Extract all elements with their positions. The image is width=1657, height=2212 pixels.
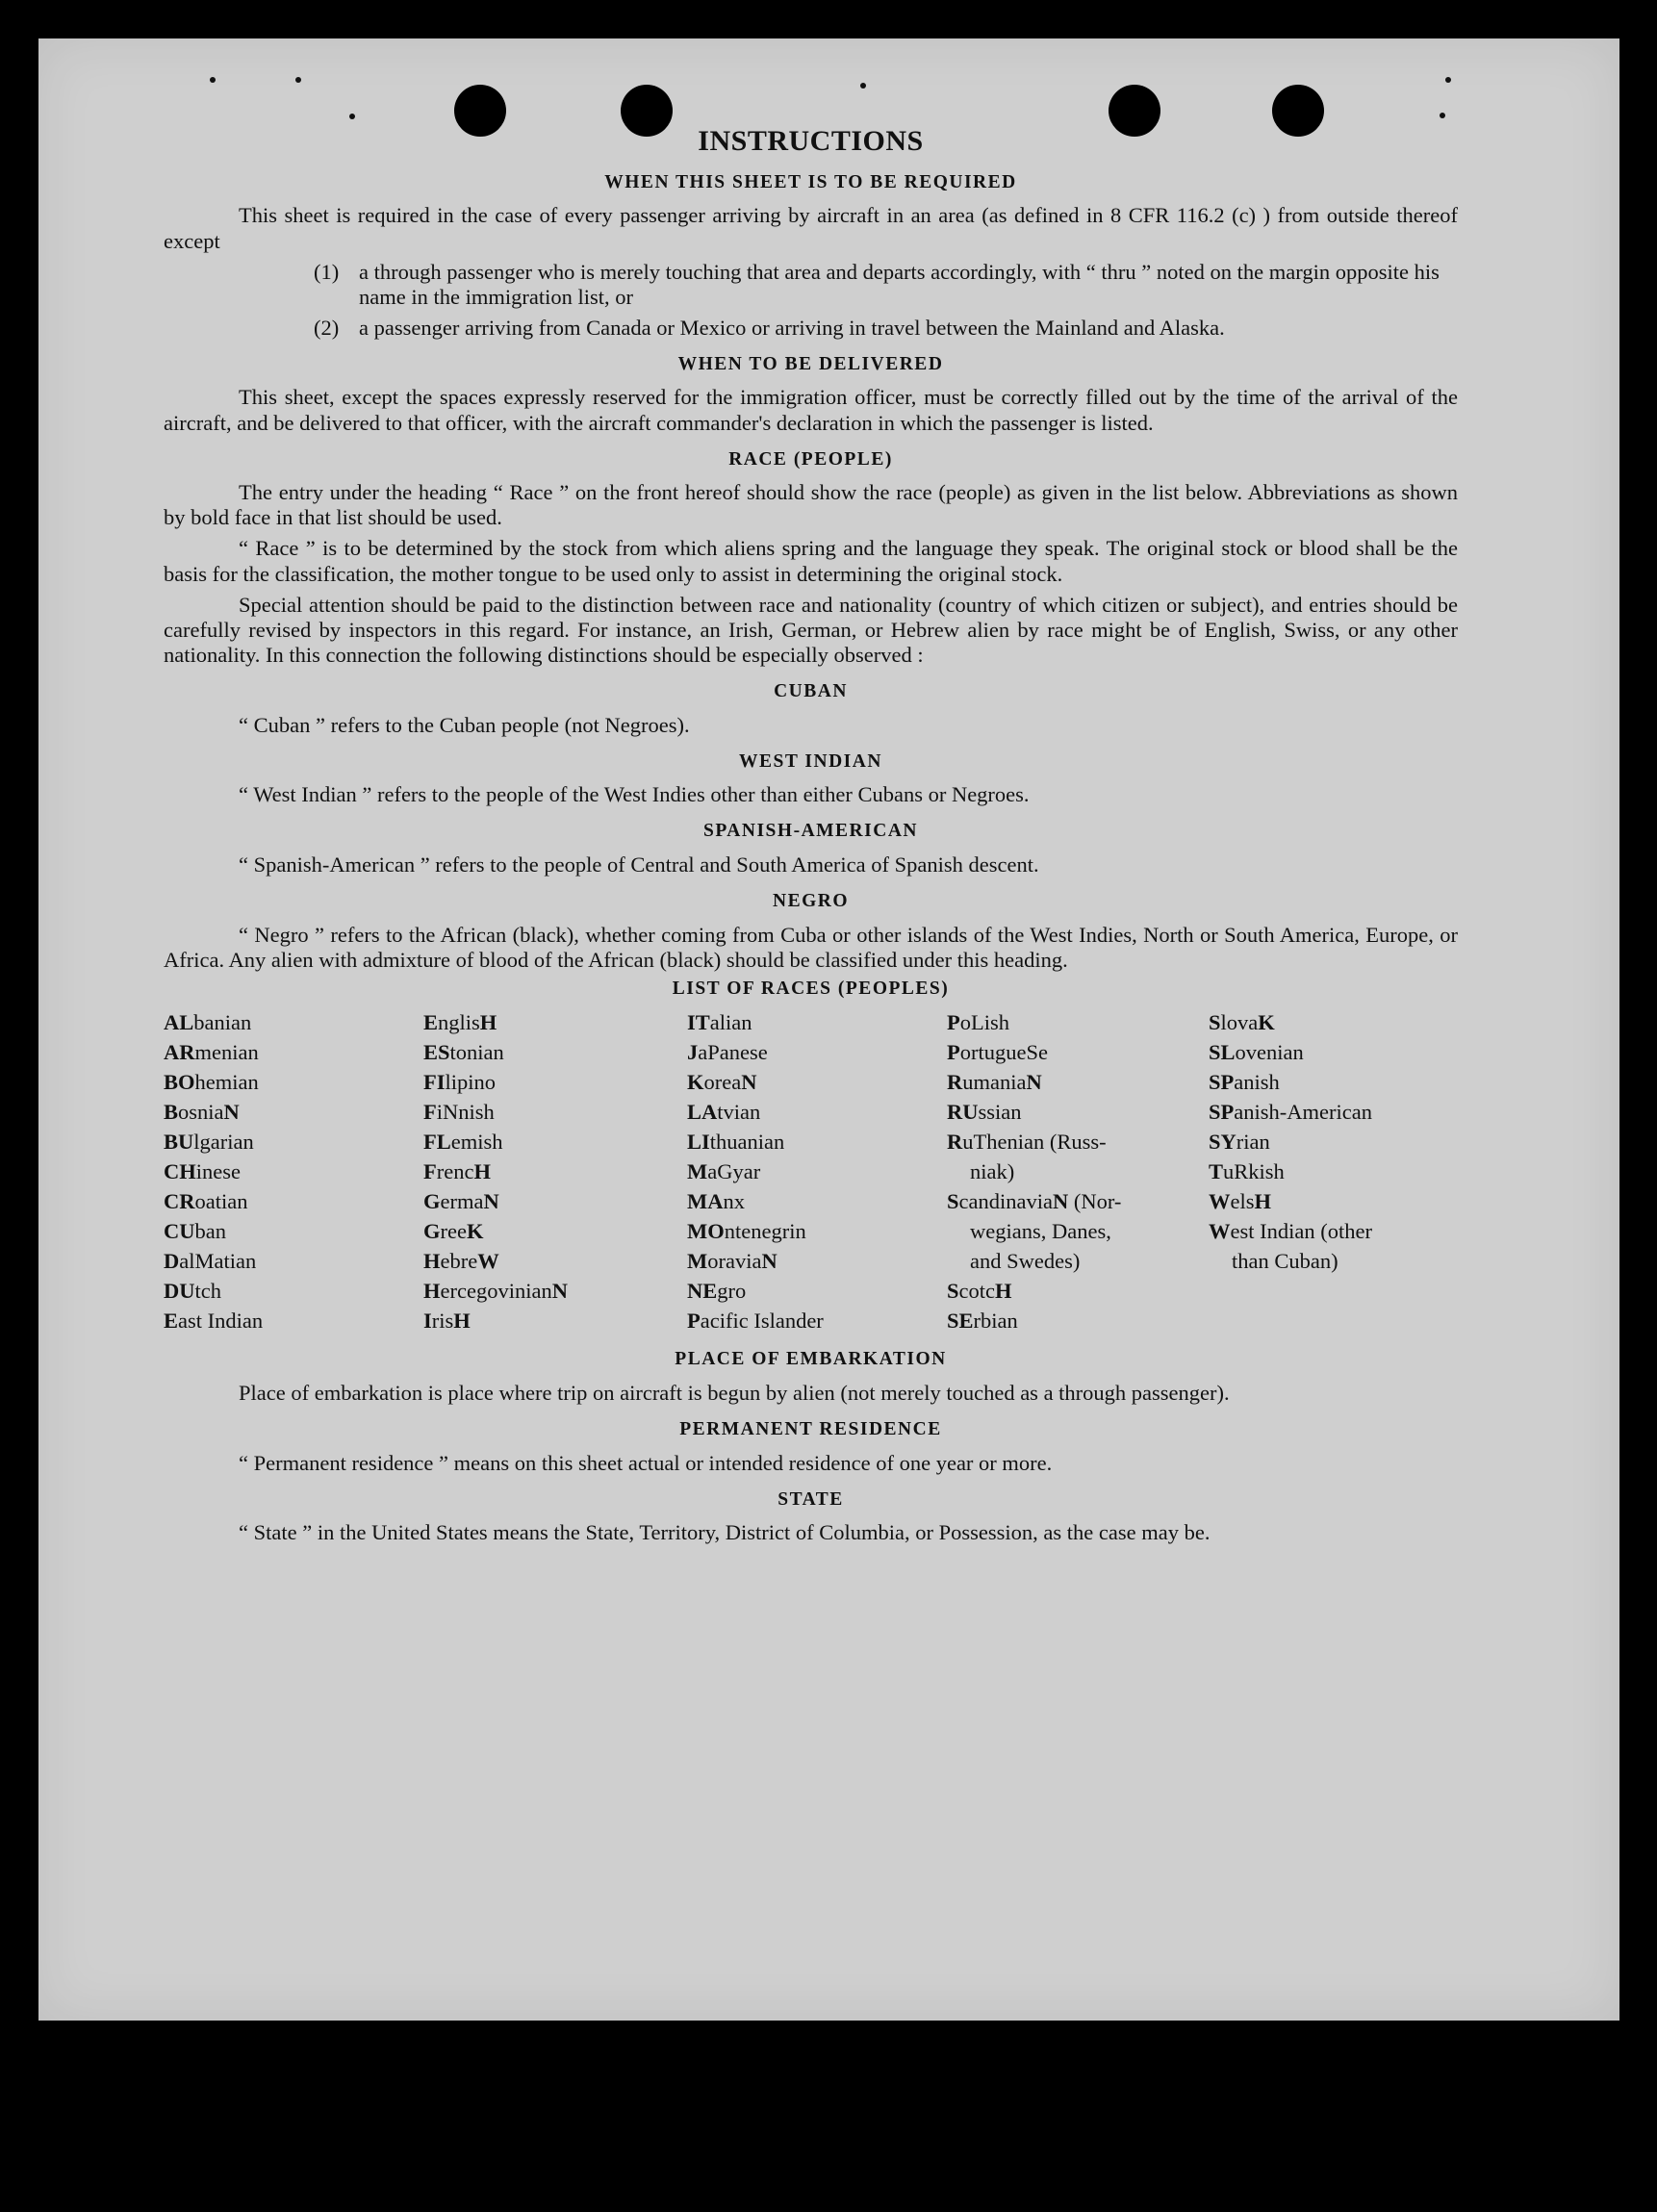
race-item: PoLish bbox=[947, 1010, 1010, 1035]
race-list bbox=[164, 1007, 1458, 1335]
race-item: NEgro bbox=[687, 1279, 747, 1304]
race-item: ITalian bbox=[687, 1010, 752, 1035]
race-item: MoraviaN bbox=[687, 1249, 778, 1274]
race-item: DUtch bbox=[164, 1279, 221, 1304]
race-item: FLemish bbox=[423, 1130, 503, 1155]
race-item: GermaN bbox=[423, 1189, 499, 1214]
race-item: RuThenian (Russ- bbox=[947, 1130, 1107, 1155]
race-item-continuation: and Swedes) bbox=[970, 1249, 1081, 1274]
section-heading-state: STATE bbox=[778, 1488, 844, 1510]
race-item: HercegovinianN bbox=[423, 1279, 568, 1304]
race-item: WelsH bbox=[1209, 1189, 1272, 1214]
race-item: FiNnish bbox=[423, 1100, 495, 1125]
race-item: PortugueSe bbox=[947, 1040, 1048, 1065]
instructions-content bbox=[164, 125, 1458, 1552]
delivered-text: This sheet, except the spaces expressly reserved for the immigration officer, must be correctly filled out by the time of the arrival of the aircraft, and be delivered to that officer, with the aircraft commander's declaration in which the passenger is listed. bbox=[164, 385, 1458, 435]
race-item: BOhemian bbox=[164, 1070, 259, 1095]
race-item: East Indian bbox=[164, 1309, 264, 1334]
section-heading-negro: NEGRO bbox=[772, 891, 849, 912]
speck bbox=[210, 77, 216, 83]
race-item: SErbian bbox=[947, 1309, 1018, 1334]
section-heading-embarkation: PLACE OF EMBARKATION bbox=[675, 1349, 947, 1370]
west-indian-text: “ West Indian ” refers to the people of the West Indies other than either Cubans or Negroes. bbox=[239, 782, 1030, 807]
item-text: a passenger arriving from Canada or Mexico or arriving in travel between the Mainland and Alaska. bbox=[359, 315, 1225, 340]
required-intro: This sheet is required in the case of every passenger arriving by aircraft in an area (as defined in 8 CFR 116.2 (c) ) from outside thereof except bbox=[164, 203, 1458, 253]
exception-item-1 bbox=[314, 260, 1458, 310]
race-item: SPanish-American bbox=[1209, 1100, 1372, 1125]
race-item: SYrian bbox=[1209, 1130, 1270, 1155]
race-item: CRoatian bbox=[164, 1189, 248, 1214]
exception-item-2 bbox=[314, 316, 1458, 341]
race-item-continuation: niak) bbox=[970, 1159, 1015, 1184]
speck bbox=[1440, 113, 1445, 118]
race-item: DalMatian bbox=[164, 1249, 257, 1274]
speck bbox=[349, 114, 355, 119]
race-item: IrisH bbox=[423, 1309, 471, 1334]
race-item: TuRkish bbox=[1209, 1159, 1285, 1184]
race-column-2 bbox=[423, 1007, 687, 1335]
section-heading-spanish-american: SPANISH-AMERICAN bbox=[703, 821, 918, 842]
section-heading-race: RACE (PEOPLE) bbox=[728, 448, 893, 470]
race-item: GreeK bbox=[423, 1219, 484, 1244]
race-item: CHinese bbox=[164, 1159, 241, 1184]
spanish-american-text: “ Spanish-American ” refers to the people of Central and South America of Spanish descent. bbox=[239, 852, 1039, 877]
race-column-5 bbox=[1209, 1007, 1458, 1335]
item-text: a through passenger who is merely touching that area and departs accordingly, with “ thru ” noted on the margin opposite his name in the immigration list, or bbox=[359, 259, 1440, 309]
cuban-text: “ Cuban ” refers to the Cuban people (not Negroes). bbox=[239, 712, 690, 737]
page-title: INSTRUCTIONS bbox=[698, 125, 924, 157]
speck bbox=[295, 77, 301, 83]
item-number: (1) bbox=[314, 259, 340, 284]
race-item: ScotcH bbox=[947, 1279, 1012, 1304]
race-item: KoreaN bbox=[687, 1070, 757, 1095]
embarkation-text: Place of embarkation is place where trip on aircraft is begun by alien (not merely touched as a through passenger). bbox=[239, 1381, 1230, 1406]
speck bbox=[860, 83, 866, 89]
race-item: SLovenian bbox=[1209, 1040, 1304, 1065]
race-item: HebreW bbox=[423, 1249, 499, 1274]
state-text: “ State ” in the United States means the State, Territory, District of Columbia, or Possession, as the case may be. bbox=[239, 1520, 1211, 1545]
race-item: BUlgarian bbox=[164, 1130, 254, 1155]
race-paragraph-1: The entry under the heading “ Race ” on the front hereof should show the race (people) as given in the list below. Abbreviations as shown by bold face in that list should be used. bbox=[164, 480, 1458, 530]
race-item: BosniaN bbox=[164, 1100, 240, 1125]
race-paragraph-2: “ Race ” is to be determined by the stock from which aliens spring and the language they speak. The original stock or blood shall be the basis for the classification, the mother tongue to be used only to assist in determining the original stock. bbox=[164, 536, 1458, 586]
section-heading-required: WHEN THIS SHEET IS TO BE REQUIRED bbox=[604, 171, 1017, 192]
race-item-continuation: wegians, Danes, bbox=[970, 1219, 1111, 1244]
race-item: LAtvian bbox=[687, 1100, 761, 1125]
race-item: MAnx bbox=[687, 1189, 745, 1214]
race-item: JaPanese bbox=[687, 1040, 768, 1065]
race-item: MaGyar bbox=[687, 1159, 761, 1184]
section-heading-list: LIST OF RACES (PEOPLES) bbox=[672, 978, 950, 999]
race-item: FIlipino bbox=[423, 1070, 497, 1095]
race-item: MOntenegrin bbox=[687, 1219, 806, 1244]
race-item: ScandinaviaN (Nor- bbox=[947, 1189, 1122, 1214]
race-item: Pacific Islander bbox=[687, 1309, 824, 1334]
section-heading-residence: PERMANENT RESIDENCE bbox=[679, 1419, 942, 1440]
section-heading-west-indian: WEST INDIAN bbox=[739, 750, 882, 772]
race-item-continuation: than Cuban) bbox=[1232, 1249, 1338, 1274]
race-item: RUssian bbox=[947, 1100, 1022, 1125]
item-number: (2) bbox=[314, 315, 340, 340]
negro-text: “ Negro ” refers to the African (black), whether coming from Cuba or other islands of the West Indies, North or South America, Europe, or Africa. Any alien with admixture of blood of the African (black) should be classified under this heading. bbox=[164, 922, 1458, 972]
race-paragraph-3: Special attention should be paid to the distinction between race and nationality (country of which citizen or subject), and entries should be carefully revised by inspectors in this regard. For instance, an Irish, German, or Hebrew alien by race might be of English, Swiss, or any other nationality. In this connection the following distinctions should be especially observed : bbox=[164, 592, 1458, 667]
race-item: West Indian (other bbox=[1209, 1219, 1372, 1244]
race-column-3 bbox=[687, 1007, 947, 1335]
residence-text: “ Permanent residence ” means on this sheet actual or intended residence of one year or more. bbox=[239, 1450, 1053, 1475]
race-item: SPanish bbox=[1209, 1070, 1280, 1095]
race-column-1 bbox=[164, 1007, 423, 1335]
section-heading-delivered: WHEN TO BE DELIVERED bbox=[677, 353, 944, 374]
race-item: LIthuanian bbox=[687, 1130, 785, 1155]
race-column-4 bbox=[947, 1007, 1209, 1335]
race-item: CUban bbox=[164, 1219, 226, 1244]
speck bbox=[1445, 77, 1451, 83]
race-item: SlovaK bbox=[1209, 1010, 1275, 1035]
race-item: FrencH bbox=[423, 1159, 491, 1184]
section-heading-cuban: CUBAN bbox=[774, 680, 848, 701]
race-item: EStonian bbox=[423, 1040, 504, 1065]
race-item: ALbanian bbox=[164, 1010, 252, 1035]
race-item: RumaniaN bbox=[947, 1070, 1042, 1095]
race-item: EnglisH bbox=[423, 1010, 497, 1035]
race-item: ARmenian bbox=[164, 1040, 259, 1065]
